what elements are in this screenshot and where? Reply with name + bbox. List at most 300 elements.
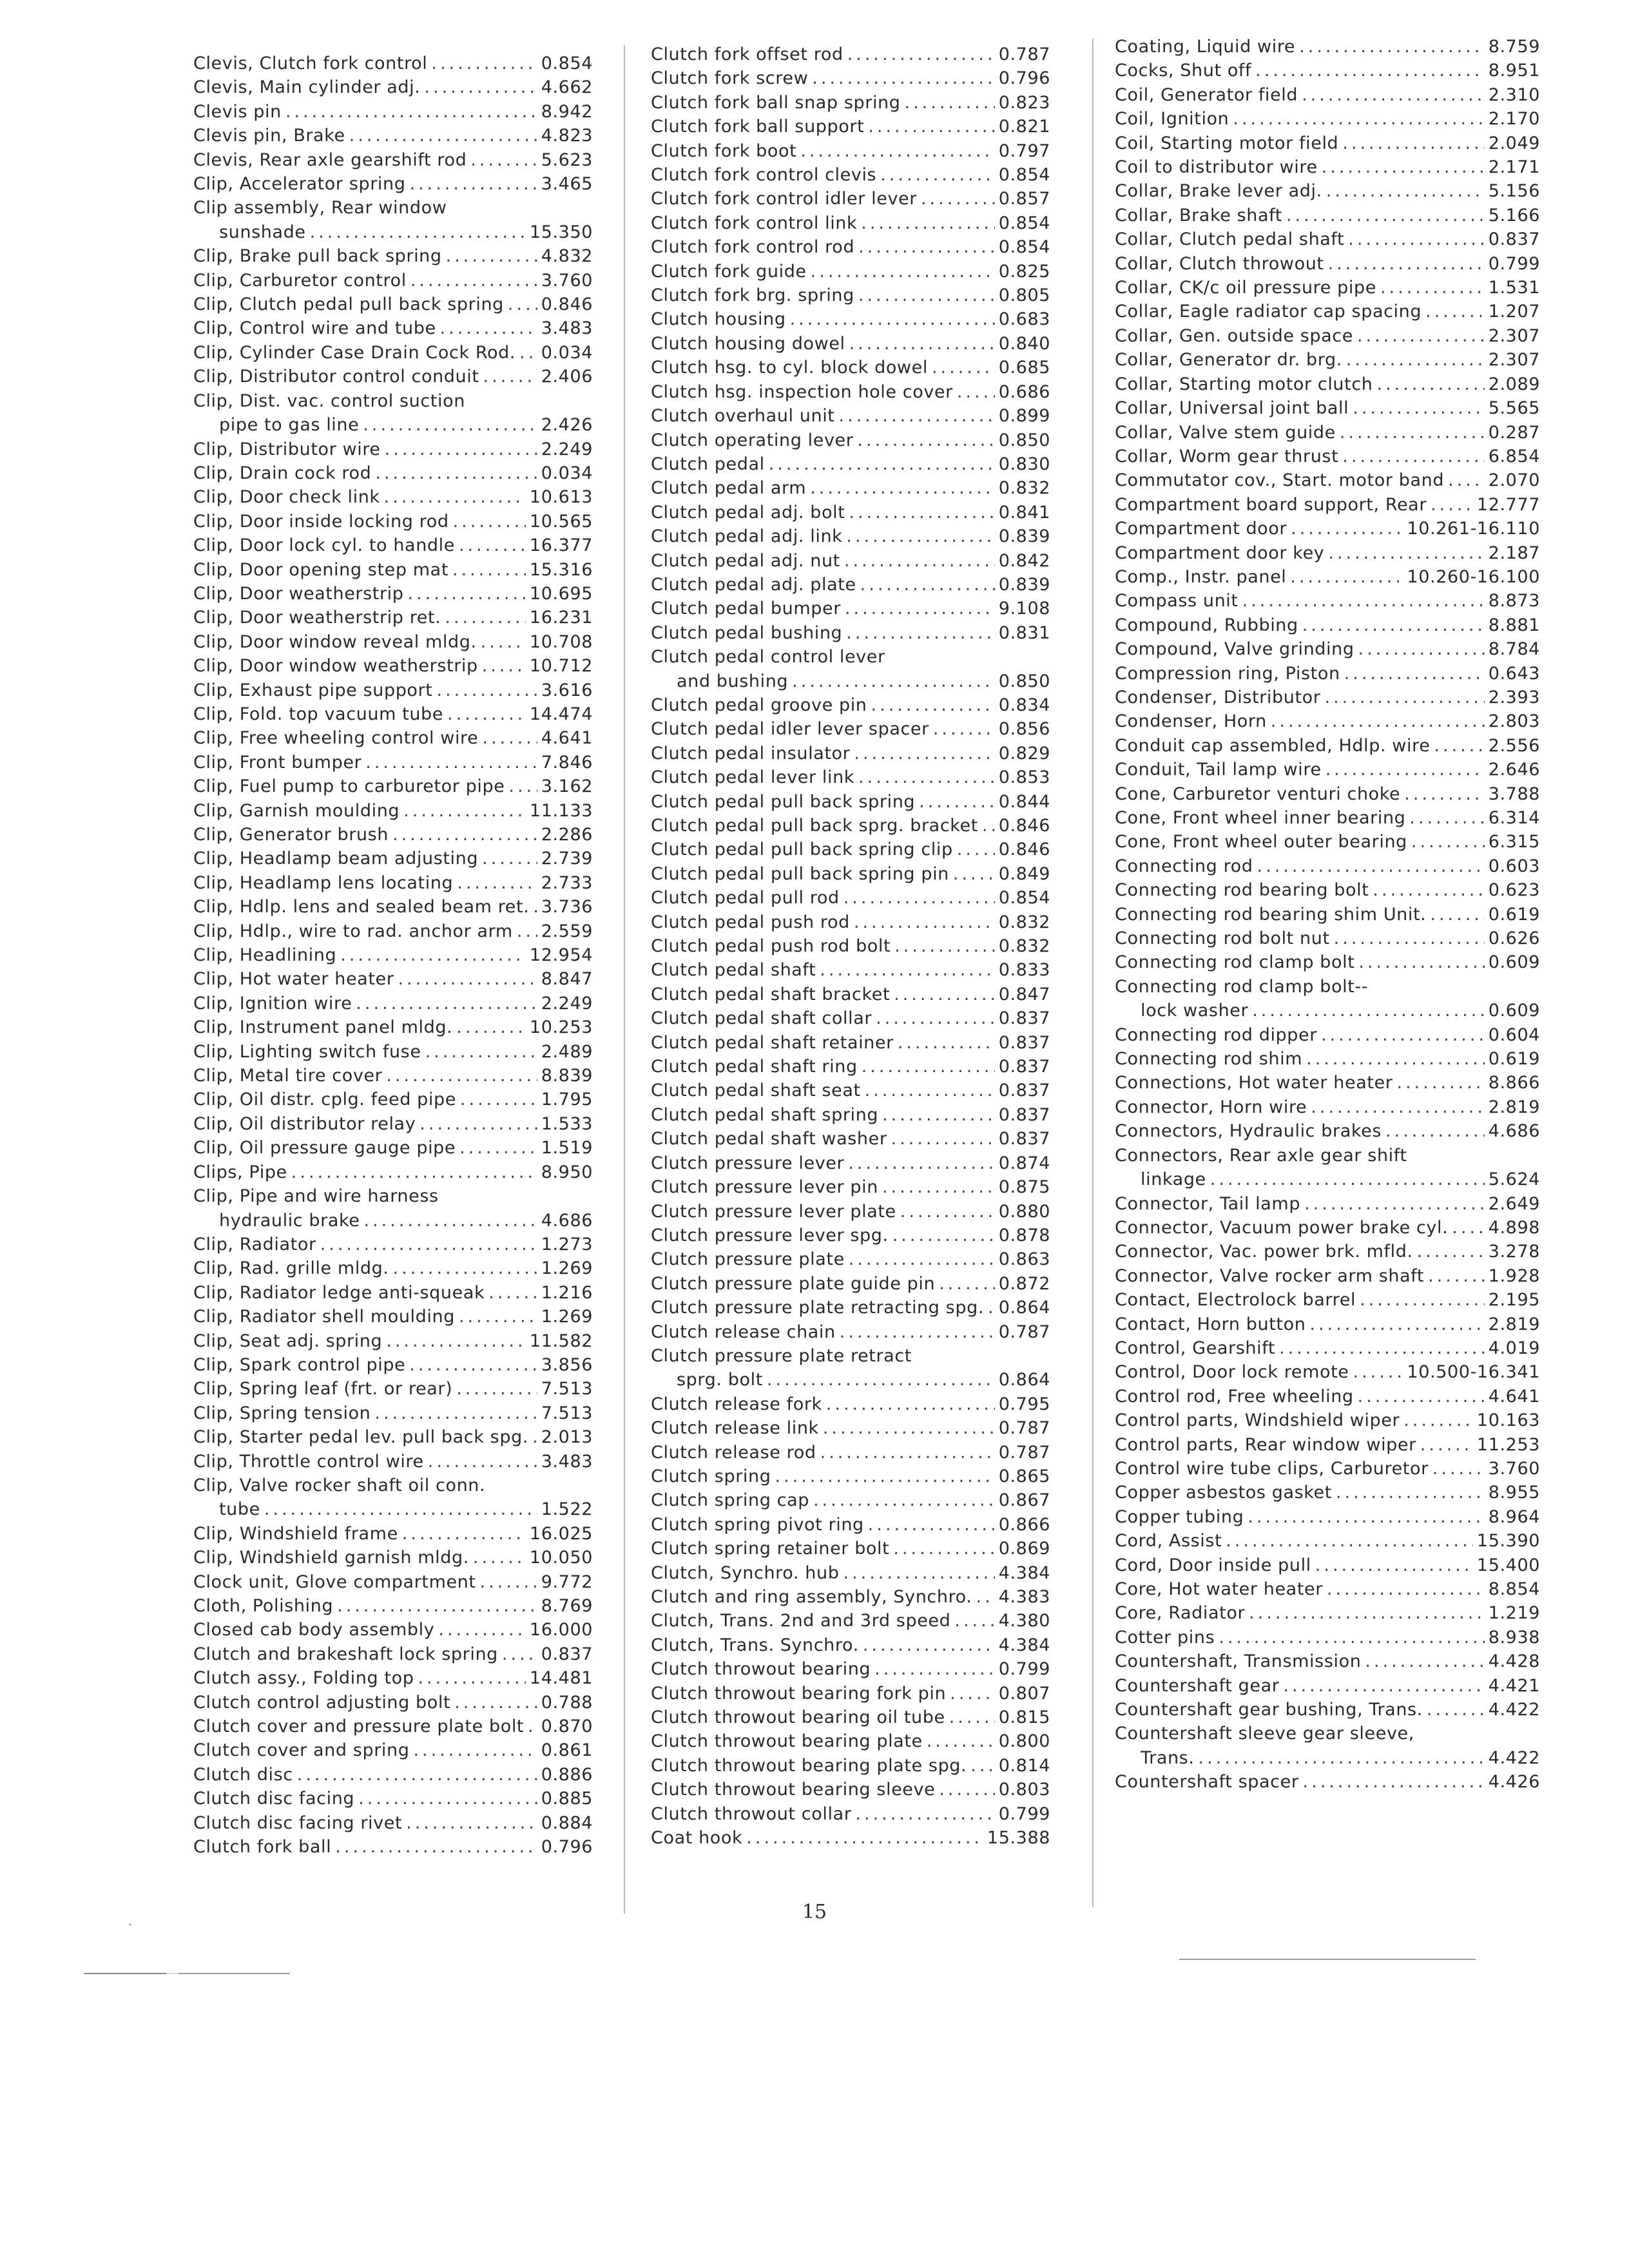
dot-leader xyxy=(459,533,526,557)
index-entry xyxy=(651,1682,1050,1706)
dot-leader xyxy=(746,1826,983,1850)
index-entry xyxy=(193,1136,593,1160)
dot-leader xyxy=(502,1642,537,1666)
entry-reference-number: 15.400 xyxy=(1476,1555,1540,1575)
dot-leader xyxy=(1434,734,1484,758)
index-entry xyxy=(651,765,1050,789)
entry-label: Clip, Door window weatherstrip xyxy=(193,656,478,677)
entry-label: Clip, Hdlp. lens and sealed beam ret. xyxy=(193,897,530,918)
dot-leader xyxy=(882,1175,995,1199)
entry-label: Collar, CK/c oil pressure pipe xyxy=(1115,278,1376,298)
entry-reference-number: 10.500-16.341 xyxy=(1407,1362,1540,1383)
index-entry xyxy=(193,606,593,629)
entry-label: Clutch fork screw xyxy=(651,68,809,89)
dot-leader xyxy=(385,437,537,461)
dot-leader xyxy=(460,1088,537,1111)
dot-leader xyxy=(855,1802,994,1826)
index-entry xyxy=(1115,854,1540,878)
index-entry xyxy=(193,1691,593,1715)
index-entry xyxy=(193,461,593,485)
entry-reference-number: 10.695 xyxy=(529,583,593,604)
index-entry xyxy=(1115,686,1540,709)
entry-label: Collar, Generator dr. brg. xyxy=(1115,350,1342,370)
index-entry xyxy=(651,1706,1050,1729)
index-entry xyxy=(1115,421,1540,445)
dot-leader xyxy=(988,1296,995,1320)
dot-leader xyxy=(446,244,537,268)
entry-label: Clutch hsg. inspection hole cover xyxy=(651,381,953,402)
entry-reference-number: 0.832 xyxy=(998,912,1050,932)
index-entry xyxy=(1115,204,1540,227)
entry-reference-number: 0.799 xyxy=(998,1659,1050,1680)
entry-reference-number: 0.886 xyxy=(541,1764,593,1785)
entry-reference-number: 10.708 xyxy=(529,631,593,652)
entry-reference-number: 1.531 xyxy=(1488,278,1540,298)
dot-leader xyxy=(1344,662,1485,686)
index-entry xyxy=(193,1377,593,1401)
entry-reference-number: 2.559 xyxy=(541,921,593,941)
index-entry xyxy=(651,1729,1050,1753)
entry-reference-number: 3.483 xyxy=(541,1451,593,1472)
entry-label: Collar, Worm gear thrust xyxy=(1115,446,1339,466)
dot-leader xyxy=(882,1103,995,1127)
entry-label: Clip, Generator brush xyxy=(193,825,389,845)
index-entry xyxy=(1115,903,1540,927)
dot-leader xyxy=(409,1353,537,1377)
index-entry xyxy=(1115,709,1540,733)
entry-reference-number: 0.857 xyxy=(998,189,1050,209)
dot-leader xyxy=(898,1031,995,1055)
entry-label: Clutch pressure plate xyxy=(651,1249,845,1270)
entry-reference-number: 0.837 xyxy=(998,1057,1050,1077)
entry-label: Coat hook xyxy=(651,1828,743,1849)
entry-label: Clutch release chain xyxy=(651,1321,836,1342)
entry-label: Clip, Door opening step mat xyxy=(193,559,449,580)
dot-leader xyxy=(927,1729,995,1753)
entry-reference-number: 4.832 xyxy=(541,246,593,267)
index-entry xyxy=(193,1570,593,1594)
entry-reference-number: 4.686 xyxy=(541,1210,593,1231)
dot-leader xyxy=(1271,709,1485,733)
entry-reference-number: 3.162 xyxy=(541,776,593,797)
index-entry xyxy=(651,1151,1050,1175)
dot-leader xyxy=(976,1585,995,1609)
entry-label: Copper tubing xyxy=(1115,1506,1244,1527)
index-entry xyxy=(193,895,593,919)
dot-leader xyxy=(939,1272,995,1296)
dot-leader xyxy=(790,307,995,331)
dot-leader xyxy=(874,1657,995,1681)
entry-reference-number: 0.875 xyxy=(998,1177,1050,1198)
index-entry xyxy=(651,428,1050,452)
dot-leader xyxy=(849,501,994,524)
entry-reference-number: 15.390 xyxy=(1476,1531,1540,1552)
index-entry xyxy=(193,293,593,316)
entry-reference-number: 0.803 xyxy=(998,1780,1050,1800)
entry-label: Compartment board support, Rear xyxy=(1115,494,1427,515)
dot-leader xyxy=(349,124,537,148)
entry-reference-number: 0.841 xyxy=(998,502,1050,523)
entry-label: Connector, Tail lamp xyxy=(1115,1193,1301,1214)
entry-label: Clip, Throttle control wire xyxy=(193,1451,424,1472)
entry-label: Clutch operating lever xyxy=(651,430,854,450)
dot-leader xyxy=(1358,637,1485,661)
entry-label: Clutch, Trans. Synchro. xyxy=(651,1635,859,1655)
entry-reference-number: 8.881 xyxy=(1488,615,1540,635)
entry-label: Clip, Instrument panel mldg. xyxy=(193,1017,453,1038)
entry-reference-number: 4.641 xyxy=(1488,1386,1540,1407)
dot-leader xyxy=(457,871,537,895)
index-entry xyxy=(651,983,1050,1006)
index-entry xyxy=(1115,1481,1540,1504)
index-entry xyxy=(193,1281,593,1305)
entry-label: Clutch pedal pull rod xyxy=(651,888,840,908)
entry-label: Clip, Drain cock rod xyxy=(193,463,372,483)
entry-reference-number: 1.269 xyxy=(541,1307,593,1327)
dot-leader xyxy=(1452,1216,1484,1240)
dot-leader xyxy=(1403,1408,1473,1432)
index-entry xyxy=(193,1184,593,1233)
dot-leader xyxy=(1303,1770,1485,1794)
entry-reference-number: 10.613 xyxy=(529,487,593,508)
entry-label: Clevis, Clutch fork control xyxy=(193,53,428,73)
entry-label: Clip, Spark control pipe xyxy=(193,1354,406,1375)
entry-label: Countershaft spacer xyxy=(1115,1772,1299,1792)
entry-reference-number: 0.849 xyxy=(998,863,1050,884)
entry-reference-number: 0.814 xyxy=(998,1755,1050,1776)
index-entry xyxy=(193,1112,593,1136)
entry-label: Clutch pedal adj. link xyxy=(651,526,843,547)
index-entry xyxy=(1115,806,1540,830)
index-entry xyxy=(651,862,1050,886)
entry-label: Clutch fork control rod xyxy=(651,237,855,258)
entry-reference-number: 1.928 xyxy=(1488,1265,1540,1286)
dot-leader xyxy=(364,1209,537,1233)
entry-label: Clutch cover and pressure plate bolt xyxy=(193,1716,525,1737)
dot-leader xyxy=(820,958,994,982)
entry-reference-number: 0.867 xyxy=(998,1490,1050,1511)
entry-label: Countershaft gear bushing, Trans. xyxy=(1115,1700,1423,1720)
index-entry xyxy=(651,1127,1050,1151)
entry-label: Clutch fork control idler lever xyxy=(651,189,917,209)
entry-reference-number: 2.739 xyxy=(541,849,593,869)
dot-leader xyxy=(285,100,537,124)
dot-leader xyxy=(846,524,994,548)
entry-reference-number: 2.195 xyxy=(1488,1290,1540,1311)
entry-label: Clutch fork ball xyxy=(193,1837,332,1858)
entry-label: Clutch pedal push rod xyxy=(651,912,850,932)
dot-leader xyxy=(418,1666,525,1690)
index-entry xyxy=(1115,1698,1540,1722)
entry-reference-number: 12.777 xyxy=(1476,494,1540,515)
index-entry xyxy=(651,1031,1050,1055)
index-entry xyxy=(193,967,593,991)
entry-reference-number: 8.784 xyxy=(1488,639,1540,660)
entry-reference-number: 0.846 xyxy=(998,840,1050,860)
index-entry xyxy=(193,124,593,148)
entry-reference-number: 4.384 xyxy=(998,1562,1050,1583)
dot-leader xyxy=(337,1594,537,1618)
dot-leader xyxy=(1322,155,1485,179)
dot-leader xyxy=(440,316,537,340)
dot-leader xyxy=(865,1079,995,1102)
entry-reference-number: 16.000 xyxy=(529,1620,593,1640)
index-entry xyxy=(1115,131,1540,155)
dot-leader xyxy=(949,1706,995,1729)
dot-leader xyxy=(876,1006,995,1030)
dot-leader xyxy=(1425,300,1485,323)
entry-label: Coil, Starting motor field xyxy=(1115,133,1339,153)
entry-label: Cone, Carburetor venturi choke xyxy=(1115,783,1401,804)
index-entry xyxy=(193,52,593,75)
dot-leader xyxy=(374,1401,537,1425)
entry-reference-number: 3.465 xyxy=(541,174,593,195)
entry-label: Contact, Horn button xyxy=(1115,1314,1306,1334)
index-entry xyxy=(1115,59,1540,82)
dot-leader xyxy=(456,1015,526,1039)
entry-reference-number: 16.231 xyxy=(529,608,593,628)
index-entry xyxy=(1115,107,1540,131)
entry-reference-number: 2.249 xyxy=(541,439,593,459)
index-entry xyxy=(651,1488,1050,1512)
dot-leader xyxy=(1325,686,1485,709)
dot-leader xyxy=(1409,806,1484,830)
index-entry xyxy=(193,389,593,437)
dot-leader xyxy=(335,1835,537,1859)
index-entry xyxy=(193,1233,593,1256)
entry-reference-number: 2.249 xyxy=(541,993,593,1014)
dot-leader xyxy=(454,1691,537,1715)
index-entry xyxy=(1115,878,1540,902)
dot-leader xyxy=(1199,1746,1485,1770)
dot-leader xyxy=(767,1368,995,1392)
entry-reference-number: 1.216 xyxy=(541,1282,593,1303)
index-entry xyxy=(651,790,1050,814)
entry-reference-number: 0.799 xyxy=(1488,253,1540,274)
entry-label: Clutch cover and spring xyxy=(193,1740,410,1761)
entry-reference-number: 5.565 xyxy=(1488,398,1540,419)
dot-leader xyxy=(854,742,994,765)
dot-leader xyxy=(932,356,995,380)
index-entry xyxy=(193,172,593,196)
entry-label: Clutch release fork xyxy=(651,1394,822,1414)
entry-reference-number: 4.422 xyxy=(1488,1747,1540,1768)
dot-leader xyxy=(519,341,537,365)
index-entry xyxy=(651,476,1050,500)
dot-leader xyxy=(849,1247,995,1271)
entry-label: Condenser, Distributor xyxy=(1115,687,1321,707)
entry-label-first-line: Clip, Pipe and wire harness xyxy=(193,1186,439,1207)
entry-reference-number: 3.278 xyxy=(1488,1242,1540,1262)
index-entry xyxy=(1115,300,1540,323)
dot-leader xyxy=(436,678,537,702)
entry-label: Clutch fork offset rod xyxy=(651,44,843,64)
index-entry xyxy=(193,1474,593,1522)
index-entry xyxy=(193,1522,593,1546)
index-entry xyxy=(1115,1674,1540,1698)
entry-reference-number: 8.866 xyxy=(1488,1073,1540,1093)
index-entry xyxy=(193,533,593,557)
entry-label: Clutch pressure lever plate xyxy=(651,1201,896,1222)
index-entry xyxy=(193,269,593,293)
entry-reference-number: 0.609 xyxy=(1488,952,1540,973)
entry-reference-number: 0.853 xyxy=(998,767,1050,788)
dot-leader xyxy=(1334,927,1485,950)
entry-label: Clip, Headlamp lens locating xyxy=(193,872,454,893)
entry-reference-number: 3.760 xyxy=(1488,1458,1540,1479)
dot-leader xyxy=(868,1513,995,1537)
column-divider xyxy=(624,45,625,1914)
entry-label: Clutch pedal shaft seat xyxy=(651,1081,861,1101)
dot-leader xyxy=(356,992,537,1015)
dot-leader xyxy=(456,1377,537,1401)
dot-leader xyxy=(860,573,995,597)
index-entry xyxy=(193,1811,593,1835)
entry-label: Clutch fork control link xyxy=(651,213,858,233)
dot-leader xyxy=(1404,782,1484,806)
index-entry xyxy=(651,1296,1050,1320)
entry-reference-number: 9.108 xyxy=(998,599,1050,619)
index-entry xyxy=(651,1657,1050,1681)
index-entry xyxy=(651,549,1050,573)
entry-label: Clutch housing xyxy=(651,309,786,330)
entry-label: Clip, Distributor wire xyxy=(193,439,381,459)
entry-label: Closed cab body assembly xyxy=(193,1620,435,1640)
entry-label: sunshade xyxy=(219,222,306,242)
entry-label: Control parts, Windshield wiper xyxy=(1115,1410,1400,1431)
dot-leader xyxy=(849,332,995,356)
entry-reference-number: 2.646 xyxy=(1488,760,1540,780)
entry-label: Collar, Starting motor clutch xyxy=(1115,374,1373,394)
entry-reference-number: 2.013 xyxy=(541,1427,593,1448)
entry-reference-number: 10.050 xyxy=(529,1548,593,1568)
entry-label: Condenser, Horn xyxy=(1115,711,1267,732)
dot-leader xyxy=(483,365,537,389)
index-entry xyxy=(193,75,593,99)
dot-leader xyxy=(310,220,526,244)
dot-leader xyxy=(954,1609,994,1633)
entry-reference-number: 2.070 xyxy=(1488,470,1540,491)
entry-reference-number: 4.662 xyxy=(541,77,593,98)
entry-label: Clutch spring retainer bolt xyxy=(651,1539,890,1559)
index-entry xyxy=(193,1401,593,1425)
entry-reference-number: 8.839 xyxy=(541,1066,593,1086)
entry-reference-number: 2.406 xyxy=(541,367,593,387)
entry-label: Clutch fork guide xyxy=(651,261,807,282)
entry-label: Connectors, Hydraulic brakes xyxy=(1115,1121,1382,1142)
dot-leader xyxy=(386,1329,526,1353)
index-entry xyxy=(1115,830,1540,854)
entry-label: Collar, Brake lever adj. xyxy=(1115,181,1322,202)
entry-label: Clutch overhaul unit xyxy=(651,406,835,427)
entry-reference-number: 4.426 xyxy=(1488,1772,1540,1792)
dot-leader xyxy=(848,1151,995,1175)
dot-leader xyxy=(1358,1385,1485,1408)
entry-label: Clutch pedal shaft xyxy=(651,960,816,981)
entry-label: Clutch and ring assembly, Synchro. xyxy=(651,1587,972,1607)
dot-leader xyxy=(1380,276,1485,300)
entry-reference-number: 0.854 xyxy=(998,237,1050,258)
index-entry xyxy=(651,1224,1050,1247)
index-entry xyxy=(651,1320,1050,1344)
index-entry xyxy=(1115,613,1540,637)
entry-label: Clutch pedal pull back sprg. bracket xyxy=(651,816,978,836)
index-entry xyxy=(193,1450,593,1474)
entry-label: Connections, Hot water heater xyxy=(1115,1073,1393,1093)
index-entry xyxy=(1115,1240,1540,1264)
index-entry xyxy=(193,871,593,895)
entry-label: Clutch pedal adj. plate xyxy=(651,574,856,595)
index-entry xyxy=(651,1079,1050,1102)
dot-leader xyxy=(481,630,526,654)
index-entry xyxy=(651,910,1050,934)
entry-reference-number: 0.788 xyxy=(541,1692,593,1713)
entry-reference-number: 7.846 xyxy=(541,752,593,773)
entry-reference-number: 5.624 xyxy=(1488,1169,1540,1190)
entry-label: Clutch fork brg. spring xyxy=(651,285,854,306)
entry-reference-number: 4.898 xyxy=(1488,1217,1540,1238)
entry-reference-number: 4.686 xyxy=(1488,1121,1540,1142)
index-entry xyxy=(193,1088,593,1111)
entry-label: Clutch spring xyxy=(651,1466,771,1486)
entry-label: sprg. bolt xyxy=(677,1370,763,1390)
entry-reference-number: 0.034 xyxy=(541,463,593,483)
dot-leader xyxy=(403,799,526,823)
index-entry xyxy=(193,1835,593,1859)
entry-reference-number: 3.483 xyxy=(541,318,593,339)
entry-label: Collar, Brake shaft xyxy=(1115,205,1282,226)
entry-label: Clutch pedal groove pin xyxy=(651,695,867,715)
index-entry xyxy=(651,1561,1050,1585)
entry-label: Control wire tube clips, Carburetor xyxy=(1115,1458,1429,1479)
index-entry xyxy=(193,148,593,172)
index-entry xyxy=(193,100,593,124)
index-entry xyxy=(1115,1385,1540,1408)
entry-label-first-line: Clip, Dist. vac. control suction xyxy=(193,390,465,411)
index-entry xyxy=(1115,1408,1540,1432)
entry-label: Comp., Instr. panel xyxy=(1115,566,1287,587)
dot-leader xyxy=(1311,1095,1484,1119)
index-entry xyxy=(651,693,1050,717)
index-entry xyxy=(193,1763,593,1787)
dot-leader xyxy=(1430,903,1484,927)
entry-label: Clutch pedal push rod bolt xyxy=(651,936,891,957)
dot-leader xyxy=(358,1787,537,1811)
index-entry xyxy=(651,332,1050,356)
entry-label: Clutch fork boot xyxy=(651,140,797,161)
entry-label: Clutch pedal shaft retainer xyxy=(651,1032,894,1053)
index-entry xyxy=(651,501,1050,524)
entry-label: Clutch pedal adj. bolt xyxy=(651,502,845,523)
index-entry xyxy=(193,1015,593,1039)
entry-reference-number: 11.133 xyxy=(529,800,593,821)
dot-leader xyxy=(868,115,994,139)
dot-leader xyxy=(528,1715,537,1738)
entry-label: Clip, Door check link xyxy=(193,487,380,508)
entry-reference-number: 8.951 xyxy=(1488,61,1540,81)
entry-label: Clutch pressure plate guide pin xyxy=(651,1273,936,1294)
dot-leader xyxy=(1336,1481,1485,1504)
scan-mark xyxy=(1179,1959,1476,1960)
entry-label: Clutch pedal idler lever spacer xyxy=(651,719,929,740)
dot-leader xyxy=(813,1488,995,1512)
entry-reference-number: 2.393 xyxy=(1488,687,1540,707)
index-column-3 xyxy=(1115,35,1540,1794)
index-entry xyxy=(193,799,593,823)
dot-leader xyxy=(488,1281,537,1305)
entry-label: Clutch pedal insulator xyxy=(651,743,851,764)
entry-reference-number: 0.287 xyxy=(1488,422,1540,443)
